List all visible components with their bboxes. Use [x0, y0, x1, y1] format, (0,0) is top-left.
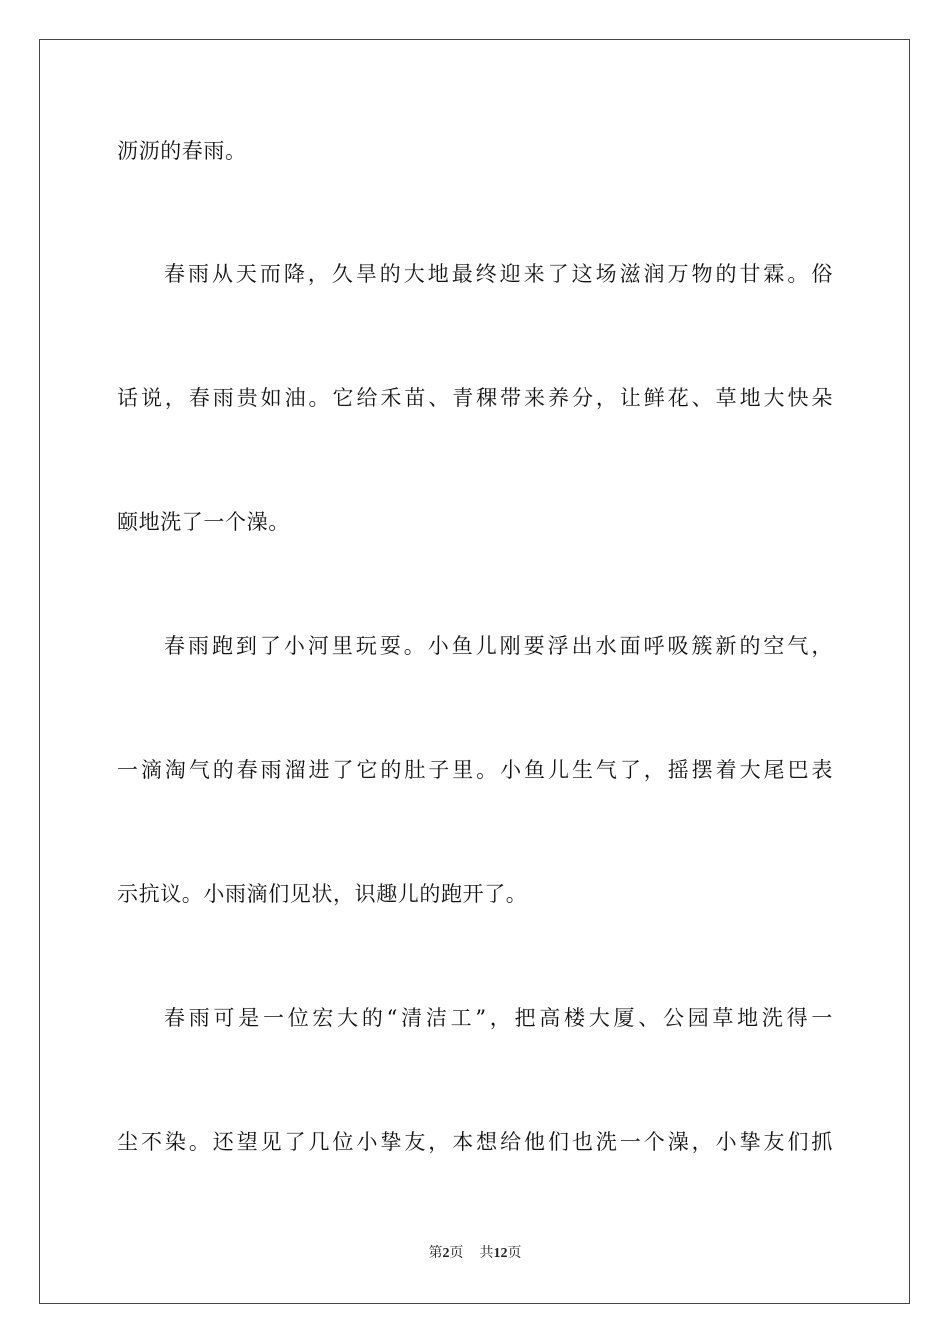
text-line-2: 春雨从天而降，久旱的大地最终迎来了这场滋润万物的甘霖。俗 — [164, 262, 833, 286]
page-footer — [0, 1244, 950, 1263]
footer-total-prefix: 共 — [479, 1245, 494, 1261]
footer-page-suffix: 页 — [449, 1245, 464, 1261]
page-frame — [39, 39, 910, 1304]
text-line-6: 一滴淘气的春雨溜进了它的肚子里。小鱼儿生气了，摇摆着大尾巴表 — [117, 758, 833, 782]
text-line-3: 话说，春雨贵如油。它给禾苗、青稞带来养分，让鲜花、草地大快朵 — [117, 386, 833, 410]
footer-total-pages: 12 — [493, 1246, 508, 1261]
footer-page-prefix: 第 — [428, 1245, 443, 1261]
footer-total-suffix: 页 — [507, 1245, 522, 1261]
text-line-5: 春雨跑到了小河里玩耍。小鱼儿刚要浮出水面呼吸簇新的空气， — [164, 634, 833, 658]
text-line-4: 颐地洗了一个澡。 — [117, 510, 290, 534]
text-line-1: 沥沥的春雨。 — [117, 139, 247, 163]
text-line-8: 春雨可是一位宏大的“清洁工”，把高楼大厦、公园草地洗得一 — [164, 1006, 833, 1030]
text-line-7: 示抗议。小雨滴们见状，识趣儿的跑开了。 — [117, 882, 528, 906]
footer-page-number: 2 — [442, 1246, 450, 1261]
text-line-9: 尘不染。还望见了几位小挚友，本想给他们也洗一个澡，小挚友们抓 — [117, 1130, 833, 1154]
